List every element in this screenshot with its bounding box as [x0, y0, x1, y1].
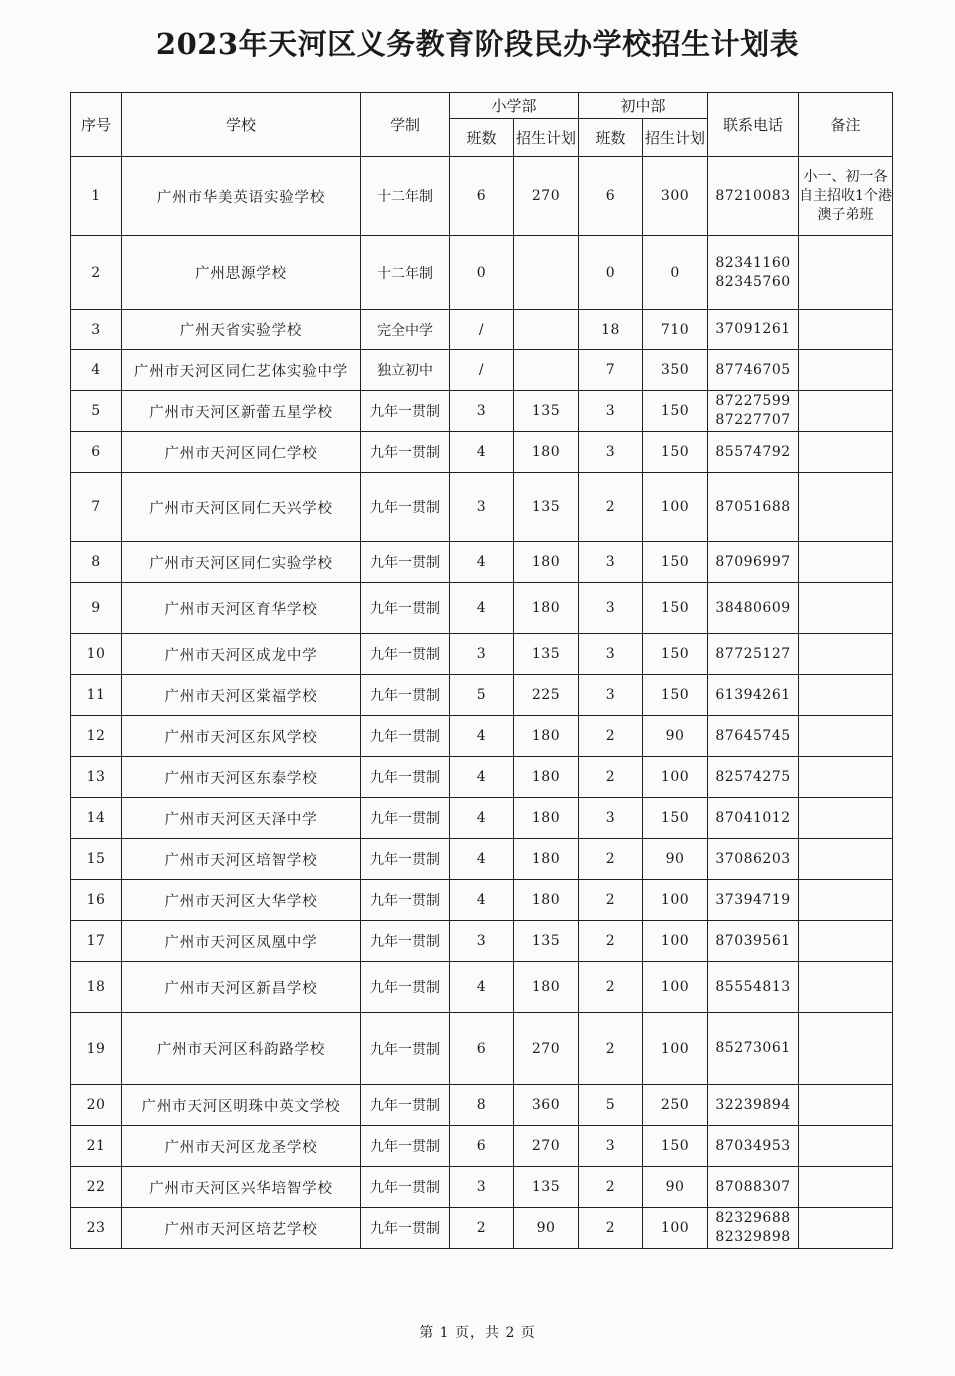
phone-number: 37086203 — [715, 850, 791, 867]
phone-number: 87227599 — [715, 393, 791, 409]
primary-plan-cell: 180 — [514, 962, 579, 1013]
phone-number: 87096997 — [715, 553, 791, 570]
phone-cell — [708, 839, 799, 880]
junior-plan-cell: 100 — [643, 921, 708, 962]
page-title: 2023年天河区义务教育阶段民办学校招生计划表 — [155, 27, 800, 61]
primary-classes-cell: / — [450, 310, 514, 350]
note-cell — [799, 1208, 893, 1249]
phone-cell — [708, 1126, 799, 1167]
junior-plan-cell: 100 — [643, 1208, 708, 1249]
junior-plan-cell: 250 — [643, 1085, 708, 1126]
seq-cell: 20 — [71, 1085, 122, 1126]
note-cell — [799, 962, 893, 1013]
primary-classes-cell: 3 — [450, 473, 514, 542]
note-cell — [799, 583, 893, 634]
junior-classes-cell: 7 — [579, 350, 643, 391]
phone-number-2: 82345760 — [715, 273, 791, 290]
system-cell: 九年一贯制 — [361, 542, 450, 583]
system-cell: 九年一贯制 — [361, 757, 450, 798]
primary-plan-cell: 135 — [514, 391, 579, 432]
table-row — [71, 675, 893, 716]
seq-cell: 12 — [71, 716, 122, 757]
page-footer: 第 1 页，共 2 页 — [419, 1325, 536, 1341]
junior-plan-cell: 100 — [643, 880, 708, 921]
school-cell: 广州市天河区同仁学校 — [122, 432, 361, 473]
junior-plan-cell: 100 — [643, 1013, 708, 1085]
note-cell: 小一、初一各自主招收1个港澳子弟班 — [799, 157, 893, 236]
phone-cell — [708, 583, 799, 634]
table-row — [71, 542, 893, 583]
phone-cell — [708, 350, 799, 391]
junior-plan-cell: 150 — [643, 542, 708, 583]
phone-cell — [708, 921, 799, 962]
table-row — [71, 757, 893, 798]
primary-classes-cell: 3 — [450, 634, 514, 675]
system-cell: 九年一贯制 — [361, 583, 450, 634]
primary-plan-cell: 90 — [514, 1208, 579, 1249]
junior-classes-cell: 3 — [579, 798, 643, 839]
primary-plan-cell: 360 — [514, 1085, 579, 1126]
note-cell — [799, 236, 893, 310]
school-cell: 广州市天河区明珠中英文学校 — [122, 1085, 361, 1126]
junior-classes-cell: 2 — [579, 1208, 643, 1249]
junior-classes-cell: 3 — [579, 1126, 643, 1167]
junior-plan-cell: 150 — [643, 583, 708, 634]
system-cell: 九年一贯制 — [361, 634, 450, 675]
system-cell: 九年一贯制 — [361, 675, 450, 716]
note-cell — [799, 798, 893, 839]
table-row — [71, 962, 893, 1013]
note-cell — [799, 634, 893, 675]
primary-classes-cell: 4 — [450, 716, 514, 757]
school-cell: 广州市天河区东风学校 — [122, 716, 361, 757]
junior-plan-cell: 150 — [643, 634, 708, 675]
junior-classes-cell: 2 — [579, 757, 643, 798]
seq-cell: 17 — [71, 921, 122, 962]
school-cell: 广州市天河区凤凰中学 — [122, 921, 361, 962]
note-cell — [799, 716, 893, 757]
seq-cell: 19 — [71, 1013, 122, 1085]
school-cell: 广州市天河区东泰学校 — [122, 757, 361, 798]
phone-number: 87051688 — [715, 498, 791, 515]
phone-number: 87210083 — [715, 187, 791, 204]
school-cell: 广州市天河区龙圣学校 — [122, 1126, 361, 1167]
phone-cell — [708, 798, 799, 839]
note-cell — [799, 1126, 893, 1167]
note-cell — [799, 757, 893, 798]
seq-cell: 7 — [71, 473, 122, 542]
seq-cell: 10 — [71, 634, 122, 675]
phone-number: 32239894 — [715, 1096, 791, 1113]
seq-cell: 2 — [71, 236, 122, 310]
primary-classes-cell: 3 — [450, 391, 514, 432]
junior-classes-cell: 3 — [579, 634, 643, 675]
phone-cell — [708, 962, 799, 1013]
table-row — [71, 391, 893, 432]
phone-number: 87034953 — [715, 1137, 791, 1154]
primary-plan-cell: 135 — [514, 1167, 579, 1208]
primary-classes-cell: 6 — [450, 1013, 514, 1085]
primary-plan-cell: 225 — [514, 675, 579, 716]
primary-classes-cell: 4 — [450, 839, 514, 880]
phone-number: 87746705 — [715, 361, 791, 378]
phone-number: 85554813 — [715, 978, 791, 995]
junior-classes-cell: 2 — [579, 962, 643, 1013]
phone-number: 82574275 — [715, 768, 791, 785]
phone-number-2: 82329898 — [715, 1229, 791, 1245]
junior-plan-cell: 150 — [643, 675, 708, 716]
junior-classes-cell: 3 — [579, 583, 643, 634]
primary-plan-cell — [514, 350, 579, 391]
seq-cell: 5 — [71, 391, 122, 432]
junior-classes-cell: 2 — [579, 716, 643, 757]
junior-classes-cell: 18 — [579, 310, 643, 350]
table-row — [71, 310, 893, 350]
table-row — [71, 634, 893, 675]
header-primary: 小学部 — [450, 93, 579, 119]
phone-number: 85273061 — [715, 1040, 791, 1056]
phone-number-2: 87227707 — [715, 412, 791, 428]
system-cell: 九年一贯制 — [361, 1085, 450, 1126]
school-cell: 广州市天河区同仁艺体实验中学 — [122, 350, 361, 391]
note-cell — [799, 921, 893, 962]
primary-plan-cell: 180 — [514, 757, 579, 798]
junior-classes-cell: 2 — [579, 1167, 643, 1208]
phone-cell — [708, 157, 799, 236]
seq-cell: 13 — [71, 757, 122, 798]
primary-plan-cell: 270 — [514, 1013, 579, 1085]
junior-plan-cell: 100 — [643, 473, 708, 542]
phone-number: 87041012 — [715, 809, 791, 826]
header-school: 学校 — [122, 93, 361, 157]
table-row — [71, 583, 893, 634]
school-cell: 广州市天河区培智学校 — [122, 839, 361, 880]
system-cell: 九年一贯制 — [361, 962, 450, 1013]
header-seq: 序号 — [71, 93, 122, 157]
phone-cell — [708, 634, 799, 675]
seq-cell: 6 — [71, 432, 122, 473]
junior-plan-cell: 0 — [643, 236, 708, 310]
school-cell: 广州市天河区新蕾五星学校 — [122, 391, 361, 432]
school-cell: 广州市天河区兴华培智学校 — [122, 1167, 361, 1208]
primary-classes-cell: / — [450, 350, 514, 391]
seq-cell: 23 — [71, 1208, 122, 1249]
phone-number: 87725127 — [715, 645, 791, 662]
primary-plan-cell: 180 — [514, 583, 579, 634]
junior-plan-cell: 150 — [643, 391, 708, 432]
system-cell: 九年一贯制 — [361, 432, 450, 473]
junior-classes-cell: 5 — [579, 1085, 643, 1126]
system-cell: 九年一贯制 — [361, 473, 450, 542]
primary-plan-cell: 270 — [514, 157, 579, 236]
system-cell: 九年一贯制 — [361, 1167, 450, 1208]
primary-plan-cell — [514, 310, 579, 350]
primary-plan-cell: 180 — [514, 542, 579, 583]
note-cell — [799, 310, 893, 350]
phone-number: 87088307 — [715, 1178, 791, 1195]
seq-cell: 18 — [71, 962, 122, 1013]
primary-classes-cell: 6 — [450, 1126, 514, 1167]
junior-plan-cell: 350 — [643, 350, 708, 391]
primary-plan-cell: 180 — [514, 798, 579, 839]
seq-cell: 14 — [71, 798, 122, 839]
table-row — [71, 350, 893, 391]
system-cell: 九年一贯制 — [361, 1208, 450, 1249]
junior-plan-cell: 100 — [643, 757, 708, 798]
phone-cell — [708, 473, 799, 542]
primary-classes-cell: 4 — [450, 798, 514, 839]
note-cell — [799, 1085, 893, 1126]
primary-classes-cell: 8 — [450, 1085, 514, 1126]
system-cell: 九年一贯制 — [361, 798, 450, 839]
junior-plan-cell: 100 — [643, 962, 708, 1013]
junior-classes-cell: 3 — [579, 675, 643, 716]
phone-cell — [708, 880, 799, 921]
junior-classes-cell: 2 — [579, 921, 643, 962]
table-row — [71, 1085, 893, 1126]
school-cell: 广州天省实验学校 — [122, 310, 361, 350]
junior-classes-cell: 2 — [579, 839, 643, 880]
header-phone: 联系电话 — [708, 93, 799, 157]
system-cell: 九年一贯制 — [361, 921, 450, 962]
table-row — [71, 157, 893, 236]
system-cell: 九年一贯制 — [361, 1013, 450, 1085]
junior-plan-cell: 150 — [643, 432, 708, 473]
header-note: 备注 — [799, 93, 893, 157]
primary-plan-cell: 180 — [514, 432, 579, 473]
school-cell: 广州市天河区育华学校 — [122, 583, 361, 634]
junior-classes-cell: 3 — [579, 542, 643, 583]
phone-cell — [708, 236, 799, 310]
seq-cell: 8 — [71, 542, 122, 583]
primary-plan-cell: 135 — [514, 921, 579, 962]
seq-cell: 9 — [71, 583, 122, 634]
phone-number: 87039561 — [715, 932, 791, 949]
seq-cell: 1 — [71, 157, 122, 236]
header-junior-classes: 班数 — [579, 119, 643, 157]
system-cell: 九年一贯制 — [361, 391, 450, 432]
phone-number: 85574792 — [715, 443, 791, 460]
table-row — [71, 921, 893, 962]
junior-plan-cell: 90 — [643, 716, 708, 757]
primary-classes-cell: 6 — [450, 157, 514, 236]
school-cell: 广州市天河区培艺学校 — [122, 1208, 361, 1249]
primary-classes-cell: 3 — [450, 1167, 514, 1208]
phone-number: 87645745 — [715, 727, 791, 744]
phone-number: 82329688 — [715, 1210, 791, 1226]
system-cell: 十二年制 — [361, 157, 450, 236]
phone-cell — [708, 757, 799, 798]
school-cell: 广州市天河区成龙中学 — [122, 634, 361, 675]
header-primary-plan: 招生计划 — [514, 119, 579, 157]
system-cell: 九年一贯制 — [361, 716, 450, 757]
note-cell — [799, 880, 893, 921]
primary-classes-cell: 2 — [450, 1208, 514, 1249]
junior-classes-cell: 2 — [579, 880, 643, 921]
school-cell: 广州市天河区棠福学校 — [122, 675, 361, 716]
phone-cell — [708, 310, 799, 350]
primary-classes-cell: 4 — [450, 880, 514, 921]
primary-classes-cell: 4 — [450, 542, 514, 583]
table-row — [71, 1208, 893, 1249]
seq-cell: 21 — [71, 1126, 122, 1167]
seq-cell: 22 — [71, 1167, 122, 1208]
header-row-1 — [71, 93, 893, 119]
primary-classes-cell: 0 — [450, 236, 514, 310]
junior-classes-cell: 2 — [579, 1013, 643, 1085]
school-cell: 广州市华美英语实验学校 — [122, 157, 361, 236]
primary-classes-cell: 4 — [450, 757, 514, 798]
seq-cell: 11 — [71, 675, 122, 716]
note-cell — [799, 1013, 893, 1085]
primary-plan-cell: 270 — [514, 1126, 579, 1167]
junior-plan-cell: 90 — [643, 1167, 708, 1208]
primary-classes-cell: 5 — [450, 675, 514, 716]
phone-number: 38480609 — [715, 599, 791, 616]
primary-plan-cell: 135 — [514, 634, 579, 675]
system-cell: 九年一贯制 — [361, 1126, 450, 1167]
phone-cell — [708, 542, 799, 583]
system-cell: 完全中学 — [361, 310, 450, 350]
phone-cell — [708, 716, 799, 757]
junior-classes-cell: 2 — [579, 473, 643, 542]
table-row — [71, 1126, 893, 1167]
junior-classes-cell: 3 — [579, 391, 643, 432]
table-row — [71, 839, 893, 880]
system-cell: 十二年制 — [361, 236, 450, 310]
primary-plan-cell: 180 — [514, 880, 579, 921]
school-cell: 广州市天河区同仁实验学校 — [122, 542, 361, 583]
school-cell: 广州市天河区天泽中学 — [122, 798, 361, 839]
junior-plan-cell: 300 — [643, 157, 708, 236]
primary-classes-cell: 4 — [450, 432, 514, 473]
header-primary-classes: 班数 — [450, 119, 514, 157]
table-row — [71, 1167, 893, 1208]
primary-plan-cell: 135 — [514, 473, 579, 542]
junior-plan-cell: 90 — [643, 839, 708, 880]
table-row — [71, 473, 893, 542]
phone-cell — [708, 1167, 799, 1208]
phone-number: 37394719 — [715, 891, 791, 908]
phone-number: 61394261 — [715, 686, 791, 703]
system-cell: 九年一贯制 — [361, 839, 450, 880]
phone-number: 82341160 — [715, 254, 791, 271]
seq-cell: 15 — [71, 839, 122, 880]
header-system: 学制 — [361, 93, 450, 157]
junior-plan-cell: 150 — [643, 798, 708, 839]
primary-plan-cell — [514, 236, 579, 310]
junior-classes-cell: 0 — [579, 236, 643, 310]
phone-cell — [708, 1085, 799, 1126]
phone-cell — [708, 1208, 799, 1249]
phone-number: 37091261 — [715, 321, 791, 337]
seq-cell: 4 — [71, 350, 122, 391]
junior-plan-cell: 710 — [643, 310, 708, 350]
primary-classes-cell: 3 — [450, 921, 514, 962]
phone-cell — [708, 1013, 799, 1085]
table-row — [71, 798, 893, 839]
system-cell: 独立初中 — [361, 350, 450, 391]
system-cell: 九年一贯制 — [361, 880, 450, 921]
school-cell: 广州思源学校 — [122, 236, 361, 310]
seq-cell: 3 — [71, 310, 122, 350]
school-cell: 广州市天河区科韵路学校 — [122, 1013, 361, 1085]
table-body — [71, 157, 893, 1249]
note-cell — [799, 473, 893, 542]
junior-classes-cell: 6 — [579, 157, 643, 236]
note-cell — [799, 839, 893, 880]
phone-cell — [708, 675, 799, 716]
phone-cell — [708, 432, 799, 473]
primary-plan-cell: 180 — [514, 839, 579, 880]
school-cell: 广州市天河区同仁天兴学校 — [122, 473, 361, 542]
primary-classes-cell: 4 — [450, 583, 514, 634]
table-row — [71, 880, 893, 921]
phone-cell — [708, 391, 799, 432]
note-cell — [799, 391, 893, 432]
note-cell — [799, 675, 893, 716]
table-row — [71, 236, 893, 310]
header-junior: 初中部 — [579, 93, 708, 119]
school-cell: 广州市天河区新昌学校 — [122, 962, 361, 1013]
junior-plan-cell: 150 — [643, 1126, 708, 1167]
seq-cell: 16 — [71, 880, 122, 921]
school-cell: 广州市天河区大华学校 — [122, 880, 361, 921]
table-row — [71, 1013, 893, 1085]
note-cell — [799, 542, 893, 583]
table-row — [71, 716, 893, 757]
note-cell — [799, 350, 893, 391]
enrollment-plan-table — [70, 92, 893, 1249]
note-cell — [799, 432, 893, 473]
primary-plan-cell: 180 — [514, 716, 579, 757]
table-row — [71, 432, 893, 473]
junior-classes-cell: 3 — [579, 432, 643, 473]
primary-classes-cell: 4 — [450, 962, 514, 1013]
header-junior-plan: 招生计划 — [643, 119, 708, 157]
note-cell — [799, 1167, 893, 1208]
